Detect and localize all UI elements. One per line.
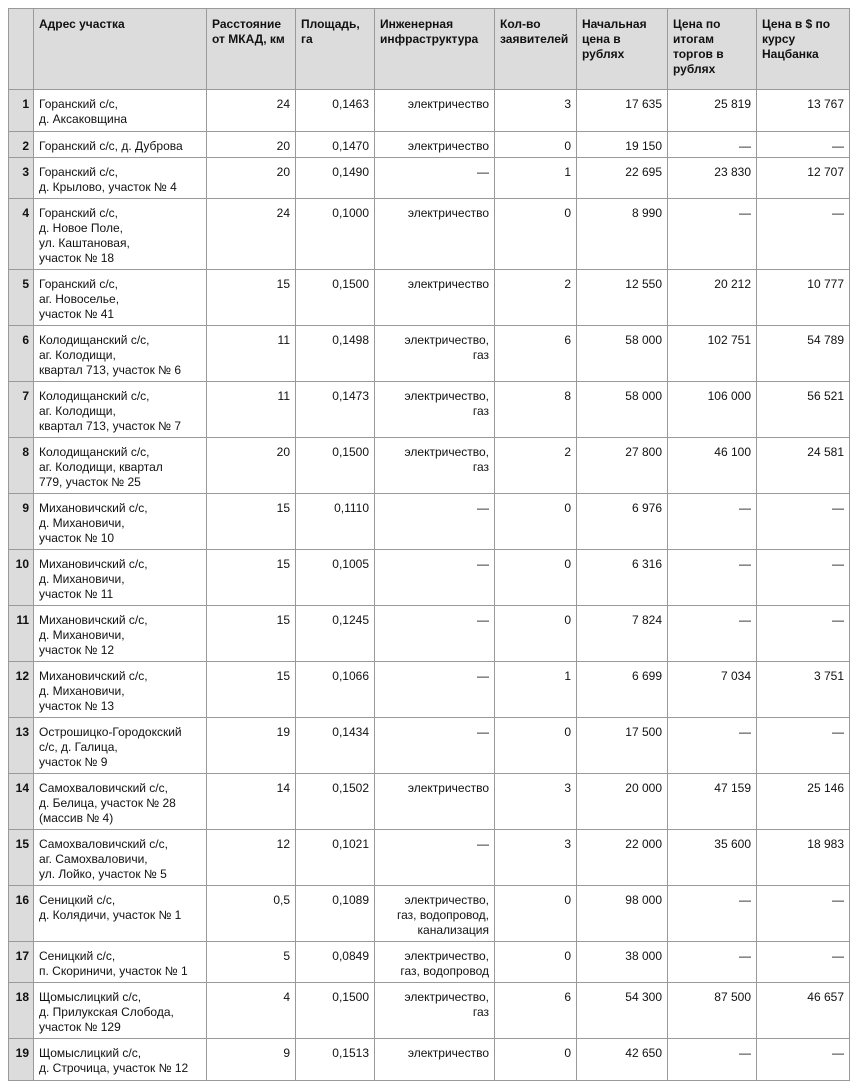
row-index-cell: 3 <box>9 158 34 199</box>
start-price-cell: 6 316 <box>577 550 668 606</box>
start-price-cell: 6 976 <box>577 494 668 550</box>
address-line: аг. Новоселье, <box>39 292 120 306</box>
infrastructure-cell <box>375 983 495 1039</box>
index-header <box>9 9 34 90</box>
area-cell: 0,1498 <box>296 326 375 382</box>
address-line: Горанский с/с, <box>39 97 119 111</box>
table-row <box>9 158 850 199</box>
infrastructure-line: электричество <box>407 277 489 291</box>
start-price-header: Начальная цена в рублях <box>577 9 668 90</box>
address-line: Михановичский с/с, <box>39 613 148 627</box>
distance-header: Расстояние от МКАД, км <box>207 9 296 90</box>
usd-price-cell: 56 521 <box>757 382 850 438</box>
area-cell: 0,1500 <box>296 983 375 1039</box>
area-cell: 0,1434 <box>296 718 375 774</box>
usd-price-cell: — <box>757 199 850 270</box>
start-price-cell: 98 000 <box>577 886 668 942</box>
address-line: аг. Колодищи, <box>39 348 116 362</box>
distance-cell: 14 <box>207 774 296 830</box>
applicants-cell: 2 <box>495 270 577 326</box>
address-line: Самохваловичский с/с, <box>39 837 168 851</box>
row-index-cell: 19 <box>9 1039 34 1081</box>
final-price-cell: — <box>668 942 757 983</box>
table-row <box>9 942 850 983</box>
infrastructure-cell <box>375 550 495 606</box>
address-line: Щомыслицкий с/с, <box>39 1046 142 1060</box>
address-line: Горанский с/с, д. Дуброва <box>39 139 183 153</box>
distance-cell: 12 <box>207 830 296 886</box>
infrastructure-cell <box>375 774 495 830</box>
area-cell: 0,1513 <box>296 1039 375 1081</box>
area-header: Площадь, га <box>296 9 375 90</box>
address-cell <box>34 550 207 606</box>
start-price-cell: 27 800 <box>577 438 668 494</box>
address-line: ул. Лойко, участок № 5 <box>39 867 167 881</box>
row-index-cell: 5 <box>9 270 34 326</box>
infrastructure-cell <box>375 270 495 326</box>
address-cell <box>34 662 207 718</box>
row-index-cell: 7 <box>9 382 34 438</box>
infrastructure-cell <box>375 606 495 662</box>
infrastructure-cell <box>375 132 495 158</box>
final-price-cell: 35 600 <box>668 830 757 886</box>
final-price-cell: 46 100 <box>668 438 757 494</box>
infrastructure-cell <box>375 158 495 199</box>
infrastructure-header: Инженерная инфраструктура <box>375 9 495 90</box>
address-line: д. Михановичи, <box>39 572 125 586</box>
final-price-cell: 23 830 <box>668 158 757 199</box>
area-cell: 0,1021 <box>296 830 375 886</box>
table-row <box>9 983 850 1039</box>
final-price-header: Цена по итогам торгов в рублях <box>668 9 757 90</box>
applicants-cell: 0 <box>495 606 577 662</box>
address-line: квартал 713, участок № 6 <box>39 363 182 377</box>
row-index-cell: 18 <box>9 983 34 1039</box>
row-index-cell: 8 <box>9 438 34 494</box>
infrastructure-line: — <box>477 837 489 851</box>
applicants-cell: 1 <box>495 158 577 199</box>
row-index-cell: 12 <box>9 662 34 718</box>
row-index-cell: 10 <box>9 550 34 606</box>
start-price-cell: 22 000 <box>577 830 668 886</box>
row-index-cell: 2 <box>9 132 34 158</box>
address-line: Горанский с/с, <box>39 206 119 220</box>
usd-price-cell: — <box>757 1039 850 1081</box>
address-line: Колодищанский с/с, <box>39 389 150 403</box>
address-cell <box>34 382 207 438</box>
area-cell: 0,1066 <box>296 662 375 718</box>
row-index-cell: 4 <box>9 199 34 270</box>
table-row <box>9 718 850 774</box>
area-cell: 0,1463 <box>296 90 375 132</box>
distance-cell: 0,5 <box>207 886 296 942</box>
address-line: д. Колядичи, участок № 1 <box>39 908 182 922</box>
infrastructure-line: — <box>477 165 489 179</box>
usd-price-cell: 25 146 <box>757 774 850 830</box>
infrastructure-cell <box>375 199 495 270</box>
address-line: д. Крылово, участок № 4 <box>39 180 177 194</box>
applicants-cell: 0 <box>495 718 577 774</box>
area-cell: 0,1490 <box>296 158 375 199</box>
table-row <box>9 550 850 606</box>
start-price-cell: 17 635 <box>577 90 668 132</box>
infrastructure-line: газ <box>472 1005 489 1019</box>
address-line: Щомыслицкий с/с, <box>39 990 142 1004</box>
address-cell <box>34 718 207 774</box>
distance-cell: 15 <box>207 270 296 326</box>
address-header: Адрес участка <box>34 9 207 90</box>
address-line: Острошицко-Городокский <box>39 725 182 739</box>
final-price-cell: 25 819 <box>668 90 757 132</box>
infrastructure-cell <box>375 326 495 382</box>
infrastructure-line: — <box>477 557 489 571</box>
usd-price-cell: 54 789 <box>757 326 850 382</box>
address-cell <box>34 270 207 326</box>
address-line: д. Аксаковщина <box>39 112 128 126</box>
distance-cell: 15 <box>207 550 296 606</box>
address-line: аг. Колодищи, квартал <box>39 460 163 474</box>
address-line: аг. Колодищи, <box>39 404 116 418</box>
infrastructure-line: электричество, <box>404 333 489 347</box>
distance-cell: 9 <box>207 1039 296 1081</box>
area-cell: 0,1473 <box>296 382 375 438</box>
area-cell: 0,1000 <box>296 199 375 270</box>
address-line: д. Прилукская Слобода, <box>39 1005 174 1019</box>
final-price-cell: 106 000 <box>668 382 757 438</box>
applicants-cell: 3 <box>495 90 577 132</box>
address-line: д. Белица, участок № 28 <box>39 796 176 810</box>
row-index-cell: 16 <box>9 886 34 942</box>
address-cell <box>34 886 207 942</box>
distance-cell: 4 <box>207 983 296 1039</box>
final-price-cell: — <box>668 550 757 606</box>
row-index-cell: 1 <box>9 90 34 132</box>
final-price-cell: 47 159 <box>668 774 757 830</box>
table-row <box>9 132 850 158</box>
final-price-cell: — <box>668 132 757 158</box>
table-row <box>9 606 850 662</box>
table-header <box>9 9 850 90</box>
area-cell: 0,1502 <box>296 774 375 830</box>
final-price-cell: — <box>668 886 757 942</box>
address-line: участок № 9 <box>39 755 108 769</box>
address-line: Самохваловичский с/с, <box>39 781 168 795</box>
address-line: д. Михановичи, <box>39 628 125 642</box>
distance-cell: 19 <box>207 718 296 774</box>
final-price-cell: — <box>668 606 757 662</box>
address-line: квартал 713, участок № 7 <box>39 419 182 433</box>
address-line: аг. Самохваловичи, <box>39 852 148 866</box>
address-line: участок № 10 <box>39 531 115 545</box>
final-price-cell: — <box>668 1039 757 1081</box>
row-index-cell: 13 <box>9 718 34 774</box>
row-index-cell: 14 <box>9 774 34 830</box>
address-cell <box>34 438 207 494</box>
applicants-cell: 6 <box>495 983 577 1039</box>
table-row <box>9 90 850 132</box>
row-index-cell: 15 <box>9 830 34 886</box>
final-price-cell: 20 212 <box>668 270 757 326</box>
row-index-cell: 6 <box>9 326 34 382</box>
final-price-cell: 87 500 <box>668 983 757 1039</box>
area-cell: 0,1245 <box>296 606 375 662</box>
infrastructure-cell <box>375 830 495 886</box>
start-price-cell: 20 000 <box>577 774 668 830</box>
applicants-cell: 2 <box>495 438 577 494</box>
infrastructure-line: — <box>477 501 489 515</box>
table-row <box>9 199 850 270</box>
infrastructure-line: газ <box>472 348 489 362</box>
infrastructure-line: электричество, <box>404 893 489 907</box>
infrastructure-line: газ, водопровод, <box>397 908 489 922</box>
infrastructure-line: газ <box>472 404 489 418</box>
area-cell: 0,1005 <box>296 550 375 606</box>
applicants-cell: 0 <box>495 886 577 942</box>
table-row <box>9 494 850 550</box>
start-price-cell: 6 699 <box>577 662 668 718</box>
applicants-cell: 0 <box>495 550 577 606</box>
address-line: участок № 41 <box>39 307 115 321</box>
address-line: д. Строчица, участок № 12 <box>39 1061 189 1075</box>
applicants-cell: 0 <box>495 132 577 158</box>
infrastructure-line: — <box>477 613 489 627</box>
applicants-cell: 1 <box>495 662 577 718</box>
table-row <box>9 270 850 326</box>
distance-cell: 24 <box>207 90 296 132</box>
distance-cell: 15 <box>207 662 296 718</box>
table-row <box>9 326 850 382</box>
infrastructure-line: электричество, <box>404 949 489 963</box>
start-price-cell: 58 000 <box>577 326 668 382</box>
table-row <box>9 438 850 494</box>
final-price-cell: 7 034 <box>668 662 757 718</box>
address-cell <box>34 326 207 382</box>
usd-price-cell: 10 777 <box>757 270 850 326</box>
infrastructure-cell <box>375 90 495 132</box>
distance-cell: 20 <box>207 132 296 158</box>
usd-price-cell: 18 983 <box>757 830 850 886</box>
start-price-cell: 22 695 <box>577 158 668 199</box>
distance-cell: 24 <box>207 199 296 270</box>
address-line: участок № 18 <box>39 251 115 265</box>
start-price-cell: 17 500 <box>577 718 668 774</box>
start-price-cell: 12 550 <box>577 270 668 326</box>
address-line: (массив № 4) <box>39 811 114 825</box>
infrastructure-cell <box>375 718 495 774</box>
address-line: Колодищанский с/с, <box>39 333 150 347</box>
address-line: участок № 11 <box>39 587 114 601</box>
header-row <box>9 9 850 90</box>
address-cell <box>34 494 207 550</box>
final-price-cell: 102 751 <box>668 326 757 382</box>
address-cell <box>34 830 207 886</box>
usd-price-cell: — <box>757 718 850 774</box>
usd-price-header: Цена в $ по курсу Нацбанка <box>757 9 850 90</box>
address-line: ул. Каштановая, <box>39 236 130 250</box>
area-cell: 0,1110 <box>296 494 375 550</box>
start-price-cell: 19 150 <box>577 132 668 158</box>
distance-cell: 20 <box>207 158 296 199</box>
infrastructure-line: канализация <box>417 923 489 937</box>
usd-price-cell: — <box>757 494 850 550</box>
applicants-cell: 8 <box>495 382 577 438</box>
infrastructure-cell <box>375 662 495 718</box>
usd-price-cell: 46 657 <box>757 983 850 1039</box>
infrastructure-cell <box>375 1039 495 1081</box>
distance-cell: 20 <box>207 438 296 494</box>
infrastructure-line: электричество <box>407 97 489 111</box>
usd-price-cell: — <box>757 550 850 606</box>
table-row <box>9 830 850 886</box>
area-cell: 0,1089 <box>296 886 375 942</box>
usd-price-cell: 3 751 <box>757 662 850 718</box>
infrastructure-line: — <box>477 725 489 739</box>
area-cell: 0,1500 <box>296 438 375 494</box>
usd-price-cell: — <box>757 606 850 662</box>
start-price-cell: 42 650 <box>577 1039 668 1081</box>
usd-price-cell: — <box>757 132 850 158</box>
applicants-cell: 0 <box>495 942 577 983</box>
address-line: д. Михановичи, <box>39 516 125 530</box>
address-cell <box>34 942 207 983</box>
infrastructure-line: электричество, <box>404 389 489 403</box>
address-line: 779, участок № 25 <box>39 475 141 489</box>
table-row <box>9 382 850 438</box>
infrastructure-cell <box>375 494 495 550</box>
address-line: участок № 13 <box>39 699 115 713</box>
infrastructure-line: электричество <box>407 139 489 153</box>
address-line: п. Скориничи, участок № 1 <box>39 964 188 978</box>
applicants-header: Кол-во заявителей <box>495 9 577 90</box>
address-line: Михановичский с/с, <box>39 669 148 683</box>
table-row <box>9 886 850 942</box>
applicants-cell: 3 <box>495 774 577 830</box>
usd-price-cell: — <box>757 942 850 983</box>
address-line: участок № 129 <box>39 1020 121 1034</box>
start-price-cell: 38 000 <box>577 942 668 983</box>
applicants-cell: 0 <box>495 494 577 550</box>
row-index-cell: 17 <box>9 942 34 983</box>
address-line: Михановичский с/с, <box>39 501 148 515</box>
start-price-cell: 7 824 <box>577 606 668 662</box>
applicants-cell: 0 <box>495 1039 577 1081</box>
address-line: Сеницкий с/с, <box>39 893 116 907</box>
applicants-cell: 3 <box>495 830 577 886</box>
address-cell <box>34 132 207 158</box>
area-cell: 0,0849 <box>296 942 375 983</box>
address-cell <box>34 158 207 199</box>
table-row <box>9 1039 850 1081</box>
infrastructure-cell <box>375 438 495 494</box>
area-cell: 0,1470 <box>296 132 375 158</box>
applicants-cell: 6 <box>495 326 577 382</box>
start-price-cell: 58 000 <box>577 382 668 438</box>
infrastructure-line: электричество <box>407 206 489 220</box>
address-line: Колодищанский с/с, <box>39 445 150 459</box>
address-cell <box>34 1039 207 1081</box>
address-line: Горанский с/с, <box>39 165 119 179</box>
applicants-cell: 0 <box>495 199 577 270</box>
table-row <box>9 774 850 830</box>
final-price-cell: — <box>668 718 757 774</box>
final-price-cell: — <box>668 199 757 270</box>
address-line: д. Новое Поле, <box>39 221 123 235</box>
area-cell: 0,1500 <box>296 270 375 326</box>
infrastructure-cell <box>375 942 495 983</box>
distance-cell: 11 <box>207 326 296 382</box>
address-cell <box>34 199 207 270</box>
address-line: участок № 12 <box>39 643 115 657</box>
infrastructure-cell <box>375 886 495 942</box>
address-line: Сеницкий с/с, <box>39 949 116 963</box>
address-cell <box>34 606 207 662</box>
land-auction-table <box>8 8 850 1081</box>
table-body <box>9 90 850 1081</box>
final-price-cell: — <box>668 494 757 550</box>
infrastructure-line: электричество <box>407 781 489 795</box>
infrastructure-line: — <box>477 669 489 683</box>
distance-cell: 15 <box>207 494 296 550</box>
infrastructure-line: электричество, <box>404 445 489 459</box>
land-auction-table-wrapper <box>8 8 850 1081</box>
usd-price-cell: 12 707 <box>757 158 850 199</box>
infrastructure-line: газ, водопровод <box>400 964 489 978</box>
address-line: Горанский с/с, <box>39 277 119 291</box>
infrastructure-line: электричество <box>407 1046 489 1060</box>
address-cell <box>34 774 207 830</box>
infrastructure-line: газ <box>472 460 489 474</box>
address-cell <box>34 983 207 1039</box>
row-index-cell: 9 <box>9 494 34 550</box>
address-line: с/с, д. Галица, <box>39 740 118 754</box>
start-price-cell: 54 300 <box>577 983 668 1039</box>
row-index-cell: 11 <box>9 606 34 662</box>
address-line: д. Михановичи, <box>39 684 125 698</box>
distance-cell: 11 <box>207 382 296 438</box>
start-price-cell: 8 990 <box>577 199 668 270</box>
table-row <box>9 662 850 718</box>
infrastructure-line: электричество, <box>404 990 489 1004</box>
usd-price-cell: — <box>757 886 850 942</box>
address-cell <box>34 90 207 132</box>
usd-price-cell: 13 767 <box>757 90 850 132</box>
address-line: Михановичский с/с, <box>39 557 148 571</box>
usd-price-cell: 24 581 <box>757 438 850 494</box>
distance-cell: 15 <box>207 606 296 662</box>
infrastructure-cell <box>375 382 495 438</box>
distance-cell: 5 <box>207 942 296 983</box>
